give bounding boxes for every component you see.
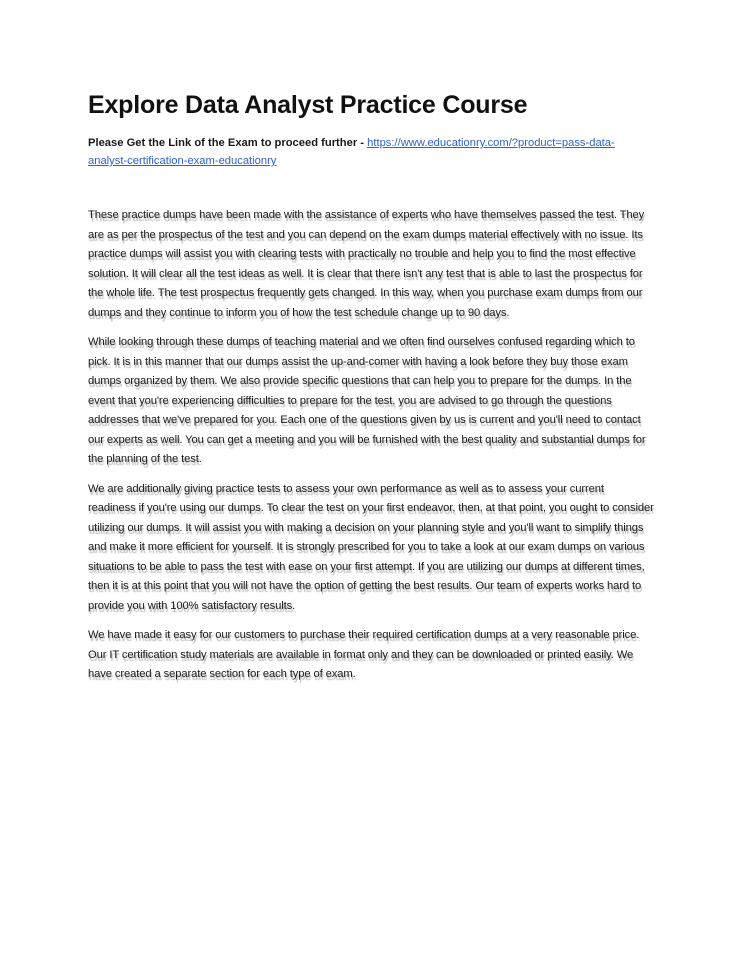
article-body xyxy=(88,206,654,695)
paragraph-3: We are additionally giving practice tests to assess your own performance as well as to assess your current readiness if you're using our dumps. To clear the test on your first endeavor, then, at that point, you ought to consider utilizing our dumps. It will assist you with making a decision on your planning style and you'll want to simplify things and make it more efficient for yourself. It is strongly prescribed for you to take a look at our exam dumps on various situations to be able to pass the test with ease on your first attempt. If you are utilizing our dumps at different times, then it is at this point that you will not have the option of getting the best results. Our team of experts works hard to provide you with 100% satisfactory results. xyxy=(88,482,654,612)
intro-lead-text: Please Get the Link of the Exam to proceed further - xyxy=(88,137,365,149)
paragraph-1: These practice dumps have been made with the assistance of experts who have themselves passed the test. They are as per the prospectus of the test and you can depend on the exam dumps material effectively with no issue. Its practice dumps will assist you with clearing tests with practically no trouble and help you to find the most effective solution. It will clear all the test ideas as well. It is clear that there isn't any test that is able to last the prospectus for the whole life. The test prospectus frequently gets changed. In this way, when you purchase exam dumps from our dumps and they continue to inform you of how the test schedule change up to 90 days. xyxy=(88,209,645,319)
page-title: Explore Data Analyst Practice Course xyxy=(88,91,528,119)
exam-link[interactable]: https://www.educationry.com/?product=pass-data-analyst-certification-exam-educationry xyxy=(88,137,615,167)
exam-link-intro xyxy=(88,134,648,170)
paragraph-4: We have made it easy for our customers to purchase their required certification dumps at a very reasonable price. Our IT certification study materials are available in format only and they can be downloaded or printed easily. We have created a separate section for each type of exam. xyxy=(88,629,640,680)
paragraph-2: While looking through these dumps of teaching material and we often find ourselves confused regarding which to pick. It is in this manner that our dumps assist the up-and-comer with having a look before they buy those exam dumps organized by them. We also provide specific questions that can help you to prepare for the dumps. In the event that you're experiencing difficulties to prepare for the test, you are advised to go through the questions addresses that we've prepared for you. Each one of the questions given by us is current and you'll need to contact our experts as well. You can get a meeting and you will be furnished with the best quality and substantial dumps for the planning of the test. xyxy=(88,336,646,465)
